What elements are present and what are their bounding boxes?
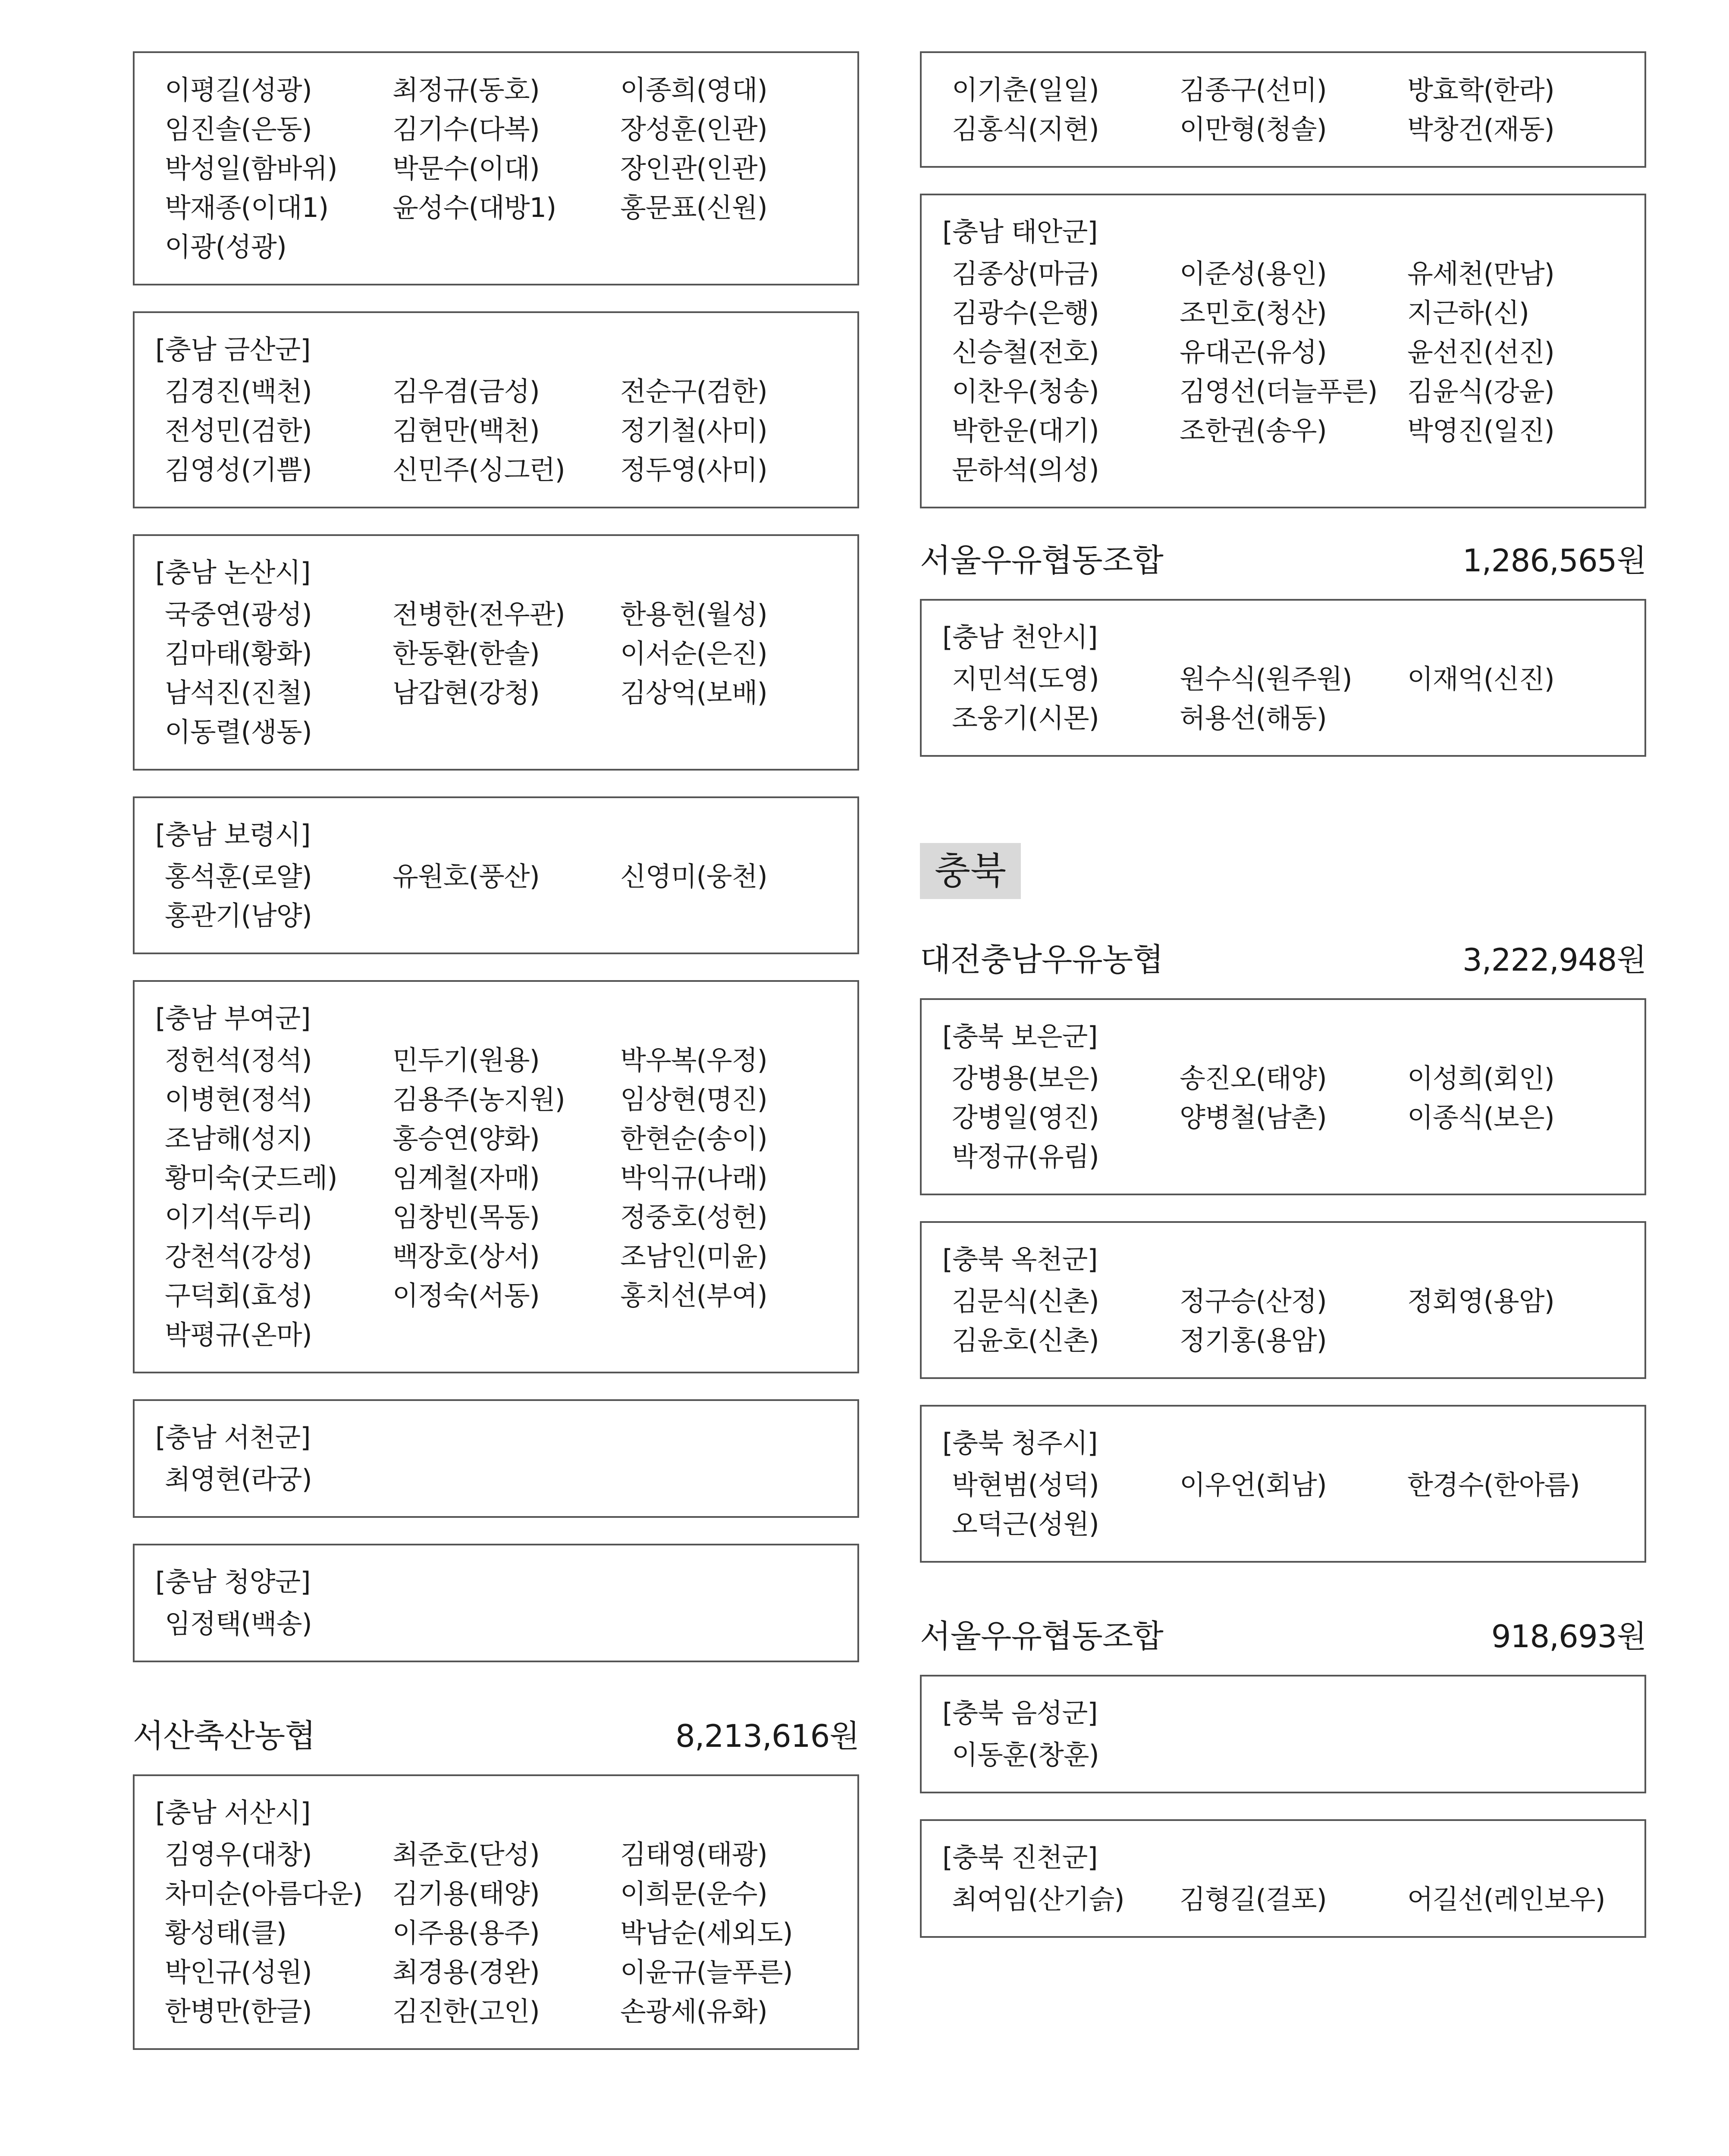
member-name: 이준성(용인) xyxy=(1180,258,1327,289)
org-amount: 1,286,565원 xyxy=(1462,542,1646,579)
member-name: 이만형(청솔) xyxy=(1180,113,1327,145)
member-name: 정헌석(정석) xyxy=(165,1044,312,1076)
member-name: 박영진(일진) xyxy=(1407,415,1554,446)
org-amount: 3,222,948원 xyxy=(1462,942,1646,978)
org-name: 대전충남우유농협 xyxy=(920,941,1163,978)
member-name: 조한권(송우) xyxy=(1180,415,1327,446)
member-name: 강병일(영진) xyxy=(952,1102,1099,1133)
member-name: 이기춘(일일) xyxy=(952,74,1099,106)
member-name: 임창빈(목동) xyxy=(392,1201,540,1233)
member-name: 김영우(대창) xyxy=(165,1839,312,1870)
member-name: 조남해(성지) xyxy=(165,1123,312,1154)
region-title: [충북 보은군] xyxy=(942,1021,1098,1052)
member-name: 조웅기(시몬) xyxy=(952,702,1099,734)
member-name: 송진오(태양) xyxy=(1180,1062,1327,1094)
member-name: 정회영(용암) xyxy=(1407,1285,1554,1317)
member-name: 강병용(보은) xyxy=(952,1062,1099,1094)
member-name: 전순구(검한) xyxy=(620,376,767,407)
region-title: [충남 부여군] xyxy=(155,1003,311,1034)
member-name: 홍석훈(로얄) xyxy=(165,861,312,892)
member-name: 홍관기(남양) xyxy=(165,900,312,931)
member-name: 박우복(우정) xyxy=(620,1044,767,1076)
name-list xyxy=(942,1059,1624,1176)
name-list xyxy=(942,1465,1624,1544)
left-column xyxy=(133,51,859,2076)
name-list xyxy=(155,1460,837,1499)
left-top-groups xyxy=(133,51,859,1662)
member-name: 한용헌(월성) xyxy=(620,599,767,630)
member-name: 지근하(신) xyxy=(1407,297,1529,329)
region-box xyxy=(133,1399,859,1518)
region-box xyxy=(920,1405,1646,1563)
member-name: 유세천(만남) xyxy=(1407,258,1554,289)
member-name: 손광세(유화) xyxy=(620,1996,767,2027)
member-name: 신승철(전호) xyxy=(952,336,1099,368)
member-name: 김경진(백천) xyxy=(165,376,312,407)
org-amount: 918,693원 xyxy=(1491,1618,1646,1655)
region-box xyxy=(920,1675,1646,1793)
right-column xyxy=(920,51,1646,1964)
member-name: 이서순(은진) xyxy=(620,638,767,669)
member-name: 이기석(두리) xyxy=(165,1201,312,1233)
name-list xyxy=(942,659,1624,738)
name-list xyxy=(155,1835,837,2031)
member-name: 차미순(아름다운) xyxy=(165,1878,363,1909)
name-list xyxy=(942,1735,1624,1774)
member-name: 한병만(한글) xyxy=(165,1996,312,2027)
member-name: 윤성수(대방1) xyxy=(392,192,556,223)
member-name: 최경용(경완) xyxy=(392,1956,540,1988)
member-name: 박재종(이대1) xyxy=(165,192,329,223)
member-name: 박한운(대기) xyxy=(952,415,1099,446)
org-name: 서산축산농협 xyxy=(133,1717,315,1755)
org-name: 서울우유협동조합 xyxy=(920,542,1163,579)
member-name: 박평규(온마) xyxy=(165,1319,312,1351)
member-name: 이우언(회남) xyxy=(1180,1469,1327,1501)
member-name: 김진한(고인) xyxy=(392,1996,540,2027)
member-name: 김기수(다복) xyxy=(392,113,540,145)
name-list xyxy=(942,1880,1624,1919)
region-box xyxy=(133,51,859,285)
name-list xyxy=(155,857,837,935)
org-heading xyxy=(133,1710,859,1757)
member-name: 장인관(인관) xyxy=(620,153,767,184)
region-title: [충남 천안시] xyxy=(942,621,1098,653)
member-name: 문하석(의성) xyxy=(952,454,1099,486)
member-name: 전성민(검한) xyxy=(165,415,312,446)
member-name: 신영미(웅천) xyxy=(620,861,767,892)
member-name: 황성태(클) xyxy=(165,1917,286,1949)
member-name: 김윤호(신촌) xyxy=(952,1325,1099,1356)
org-heading xyxy=(920,1610,1646,1658)
member-name: 양병철(남촌) xyxy=(1180,1102,1327,1133)
member-name: 김홍식(지현) xyxy=(952,113,1099,145)
member-name: 이주용(용주) xyxy=(392,1917,540,1949)
right-mid-groups xyxy=(920,599,1646,757)
region-box xyxy=(133,796,859,954)
member-name: 정두영(사미) xyxy=(620,454,767,486)
member-name: 전병한(전우관) xyxy=(392,599,565,630)
member-name: 홍승연(양화) xyxy=(392,1123,540,1154)
member-name: 김태영(태광) xyxy=(620,1839,767,1870)
region-title: [충남 논산시] xyxy=(155,557,311,588)
member-name: 이광(성광) xyxy=(165,231,286,263)
member-name: 이정숙(서동) xyxy=(392,1280,540,1311)
member-name: 조민호(청산) xyxy=(1180,297,1327,329)
member-name: 유대곤(유성) xyxy=(1180,336,1327,368)
member-name: 허용선(해동) xyxy=(1180,702,1327,734)
region-title: [충남 보령시] xyxy=(155,819,311,850)
member-name: 김윤식(강윤) xyxy=(1407,376,1554,407)
member-name: 임정택(백송) xyxy=(165,1608,312,1639)
region-title: [충북 음성군] xyxy=(942,1697,1098,1729)
org-heading xyxy=(920,934,1646,981)
member-name: 박인규(성원) xyxy=(165,1956,312,1988)
member-name: 김용주(농지원) xyxy=(392,1084,565,1115)
member-name: 이윤규(늘푸른) xyxy=(620,1956,793,1988)
member-name: 방효학(한라) xyxy=(1407,74,1554,106)
member-name: 박성일(함바위) xyxy=(165,153,337,184)
region-title: [충남 서천군] xyxy=(155,1422,311,1453)
member-name: 김상억(보배) xyxy=(620,677,767,708)
member-name: 김영선(더늘푸른) xyxy=(1180,376,1378,407)
member-name: 이재억(신진) xyxy=(1407,663,1554,695)
member-name: 지민석(도영) xyxy=(952,663,1099,695)
right-mid2-groups xyxy=(920,998,1646,1563)
region-box xyxy=(133,311,859,508)
member-name: 박문수(이대) xyxy=(392,153,540,184)
member-name: 이동렬(생동) xyxy=(165,716,312,748)
name-list xyxy=(155,1604,837,1643)
org-name: 서울우유협동조합 xyxy=(920,1618,1163,1655)
member-name: 정기철(사미) xyxy=(620,415,767,446)
member-name: 한동환(한솔) xyxy=(392,638,540,669)
org-heading xyxy=(920,534,1646,582)
region-box xyxy=(133,534,859,771)
member-name: 어길선(레인보우) xyxy=(1407,1883,1605,1915)
region-box xyxy=(920,194,1646,508)
member-name: 최여임(산기슭) xyxy=(952,1883,1124,1915)
member-name: 김기용(태양) xyxy=(392,1878,540,1909)
member-name: 국중연(광성) xyxy=(165,599,312,630)
region-box xyxy=(920,1221,1646,1379)
name-list xyxy=(155,70,837,266)
region-title: [충북 청주시] xyxy=(942,1427,1098,1459)
region-box xyxy=(133,980,859,1373)
member-name: 남갑현(강청) xyxy=(392,677,540,708)
member-name: 임상현(명진) xyxy=(620,1084,767,1115)
region-title: [충남 태안군] xyxy=(942,216,1098,248)
member-name: 이병현(정석) xyxy=(165,1084,312,1115)
member-name: 이평길(성광) xyxy=(165,74,312,106)
member-name: 김종구(선미) xyxy=(1180,74,1327,106)
member-name: 윤선진(선진) xyxy=(1407,336,1554,368)
member-name: 오덕근(성원) xyxy=(952,1508,1099,1540)
member-name: 백장호(상서) xyxy=(392,1241,540,1272)
member-name: 최준호(단성) xyxy=(392,1839,540,1870)
region-box xyxy=(920,998,1646,1195)
member-name: 박남순(세외도) xyxy=(620,1917,793,1949)
name-list xyxy=(942,70,1624,149)
member-name: 유원호(풍산) xyxy=(392,861,540,892)
region-box xyxy=(920,1819,1646,1938)
right-top-groups xyxy=(920,51,1646,508)
region-box xyxy=(133,1774,859,2050)
member-name: 이동훈(창훈) xyxy=(952,1739,1099,1771)
member-name: 강천석(강성) xyxy=(165,1241,312,1272)
left-bottom-groups xyxy=(133,1774,859,2050)
member-name: 김광수(은행) xyxy=(952,297,1099,329)
member-name: 김문식(신촌) xyxy=(952,1285,1099,1317)
member-name: 박창건(재동) xyxy=(1407,113,1554,145)
org-amount: 8,213,616원 xyxy=(675,1718,859,1754)
member-name: 민두기(원용) xyxy=(392,1044,540,1076)
region-title: [충북 진천군] xyxy=(942,1842,1098,1873)
member-name: 홍문표(신원) xyxy=(620,192,767,223)
member-name: 정구승(산정) xyxy=(1180,1285,1327,1317)
region-title: [충남 서산시] xyxy=(155,1797,311,1828)
member-name: 박정규(유림) xyxy=(952,1141,1099,1172)
member-name: 장성훈(인관) xyxy=(620,113,767,145)
member-name: 김형길(걸포) xyxy=(1180,1883,1327,1915)
member-name: 이종식(보은) xyxy=(1407,1102,1554,1133)
member-name: 이종희(영대) xyxy=(620,74,767,106)
member-name: 박익규(나래) xyxy=(620,1162,767,1194)
name-list xyxy=(155,372,837,489)
member-name: 홍치선(부여) xyxy=(620,1280,767,1311)
member-name: 한경수(한아름) xyxy=(1407,1469,1580,1501)
member-name: 남석진(진철) xyxy=(165,677,312,708)
member-name: 이성희(회인) xyxy=(1407,1062,1554,1094)
right-bottom-groups xyxy=(920,1675,1646,1938)
member-name: 김종상(마금) xyxy=(952,258,1099,289)
region-box xyxy=(920,51,1646,168)
region-box xyxy=(920,599,1646,757)
name-list xyxy=(942,1282,1624,1360)
name-list xyxy=(155,1040,837,1354)
region-tag: 충북 xyxy=(920,843,1021,899)
region-title: [충남 청양군] xyxy=(155,1566,311,1598)
region-title: [충북 옥천군] xyxy=(942,1244,1098,1275)
member-name: 신민주(싱그런) xyxy=(392,454,565,486)
member-name: 한현순(송이) xyxy=(620,1123,767,1154)
name-list xyxy=(155,595,837,752)
member-name: 정기홍(용암) xyxy=(1180,1325,1327,1356)
member-name: 최정규(동호) xyxy=(392,74,540,106)
member-name: 임진솔(은동) xyxy=(165,113,312,145)
member-name: 박현범(성덕) xyxy=(952,1469,1099,1501)
member-name: 정중호(성헌) xyxy=(620,1201,767,1233)
region-title: [충남 금산군] xyxy=(155,334,311,365)
region-box xyxy=(133,1544,859,1662)
member-name: 김현만(백천) xyxy=(392,415,540,446)
member-name: 이찬우(청송) xyxy=(952,376,1099,407)
name-list xyxy=(942,254,1624,489)
member-name: 김영성(기쁨) xyxy=(165,454,312,486)
member-name: 구덕회(효성) xyxy=(165,1280,312,1311)
member-name: 최영현(라궁) xyxy=(165,1463,312,1495)
member-name: 김마태(황화) xyxy=(165,638,312,669)
member-name: 김우겸(금성) xyxy=(392,376,540,407)
member-name: 황미숙(굿드레) xyxy=(165,1162,337,1194)
member-name: 이희문(운수) xyxy=(620,1878,767,1909)
member-name: 임계철(자매) xyxy=(392,1162,540,1194)
member-name: 원수식(원주원) xyxy=(1180,663,1352,695)
member-name: 조남인(미윤) xyxy=(620,1241,767,1272)
